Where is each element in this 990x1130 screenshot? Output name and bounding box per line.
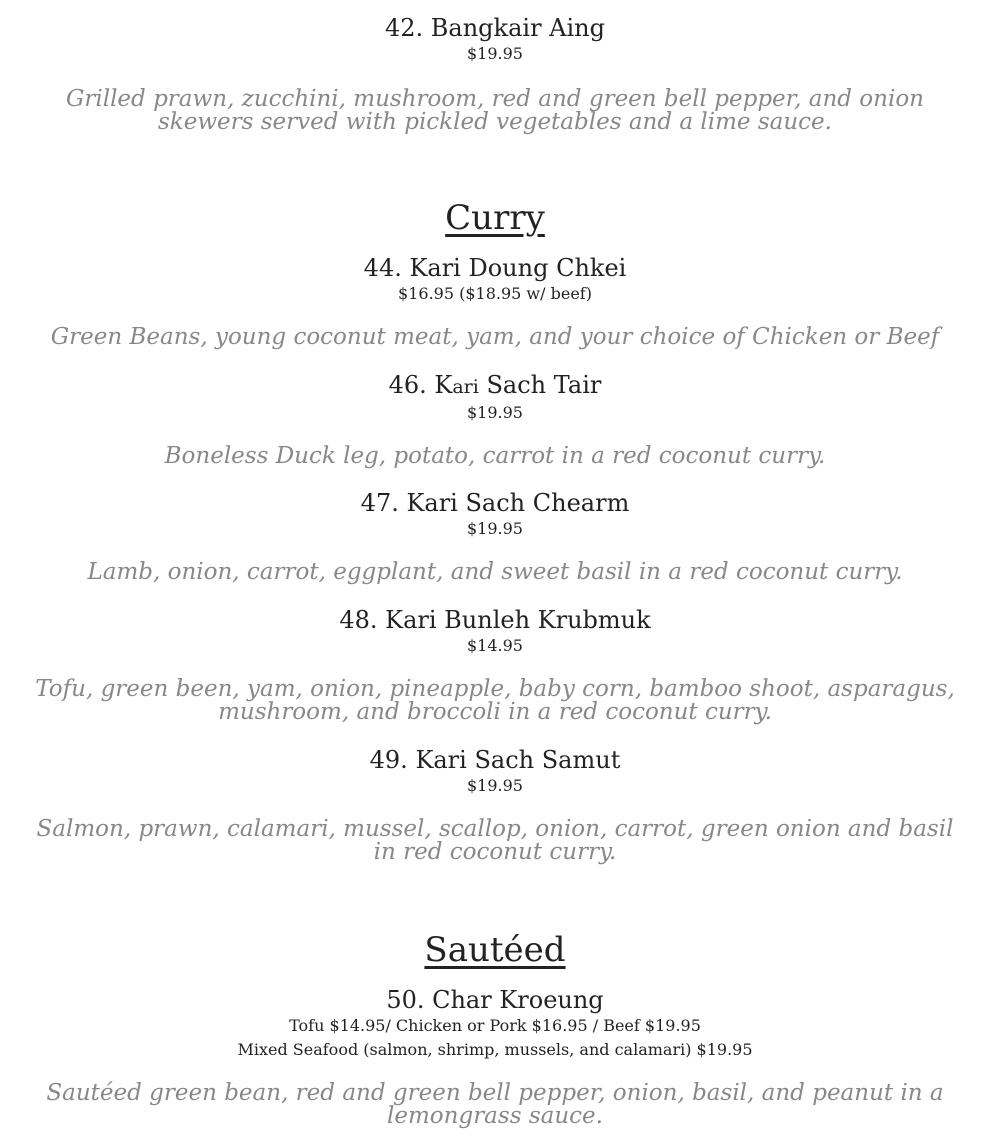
item-description: Tofu, green been, yam, onion, pineapple, baby corn, bamboo shoot, asparagus, mushroom, and broccoli in a red coconut curry. xyxy=(35,676,955,725)
item-name xyxy=(10,371,980,401)
menu-item-44 xyxy=(10,254,980,349)
item-price-line-2: Mixed Seafood (salmon, shrimp, mussels, and calamari) $19.95 xyxy=(237,1040,753,1059)
item-price: $19.95 xyxy=(467,403,523,422)
item-description: Green Beans, young coconut meat, yam, and your choice of Chicken or Beef xyxy=(50,324,940,350)
item-name: 44. Kari Doung Chkei xyxy=(363,254,627,282)
item-price: $19.95 xyxy=(467,776,523,795)
item-name: 48. Kari Bunleh Krubmuk xyxy=(339,606,651,634)
item-name: 49. Kari Sach Samut xyxy=(369,746,621,774)
item-name-prefix: 46. K xyxy=(388,371,453,399)
section-title-curry: Curry xyxy=(445,198,545,238)
item-description: Salmon, prawn, calamari, mussel, scallop, onion, carrot, green onion and basil in red coconut curry. xyxy=(36,816,954,865)
item-price-line-1: Tofu $14.95/ Chicken or Pork $16.95 / Beef $19.95 xyxy=(289,1016,701,1035)
item-name: 42. Bangkair Aing xyxy=(384,14,606,42)
menu-item-42 xyxy=(10,14,980,134)
item-name-small: ari xyxy=(452,376,479,398)
menu-item-48 xyxy=(10,606,980,724)
menu-item-47 xyxy=(10,489,980,584)
menu-item-46 xyxy=(10,371,980,468)
item-name: 50. Char Kroeung xyxy=(386,986,604,1014)
item-description: Grilled prawn, zucchini, mushroom, red and green bell pepper, and onion skewers served with pickled vegetables and a lime sauce. xyxy=(66,86,924,135)
section-title-sauteed: Sautéed xyxy=(424,930,566,970)
item-price: $19.95 xyxy=(467,519,523,538)
item-price: $19.95 xyxy=(467,44,523,63)
item-price: $14.95 xyxy=(467,636,523,655)
menu-item-50 xyxy=(10,986,980,1128)
item-price: $16.95 ($18.95 w/ beef) xyxy=(398,284,592,303)
menu-item-49 xyxy=(10,746,980,864)
item-description: Boneless Duck leg, potato, carrot in a red coconut curry. xyxy=(164,443,826,469)
item-description: Sautéed green bean, red and green bell pepper, onion, basil, and peanut in a lemongrass sauce. xyxy=(46,1080,944,1129)
item-name: 47. Kari Sach Chearm xyxy=(360,489,630,517)
item-name-suffix: Sach Tair xyxy=(478,371,602,399)
item-description: Lamb, onion, carrot, eggplant, and sweet basil in a red coconut curry. xyxy=(87,559,903,585)
